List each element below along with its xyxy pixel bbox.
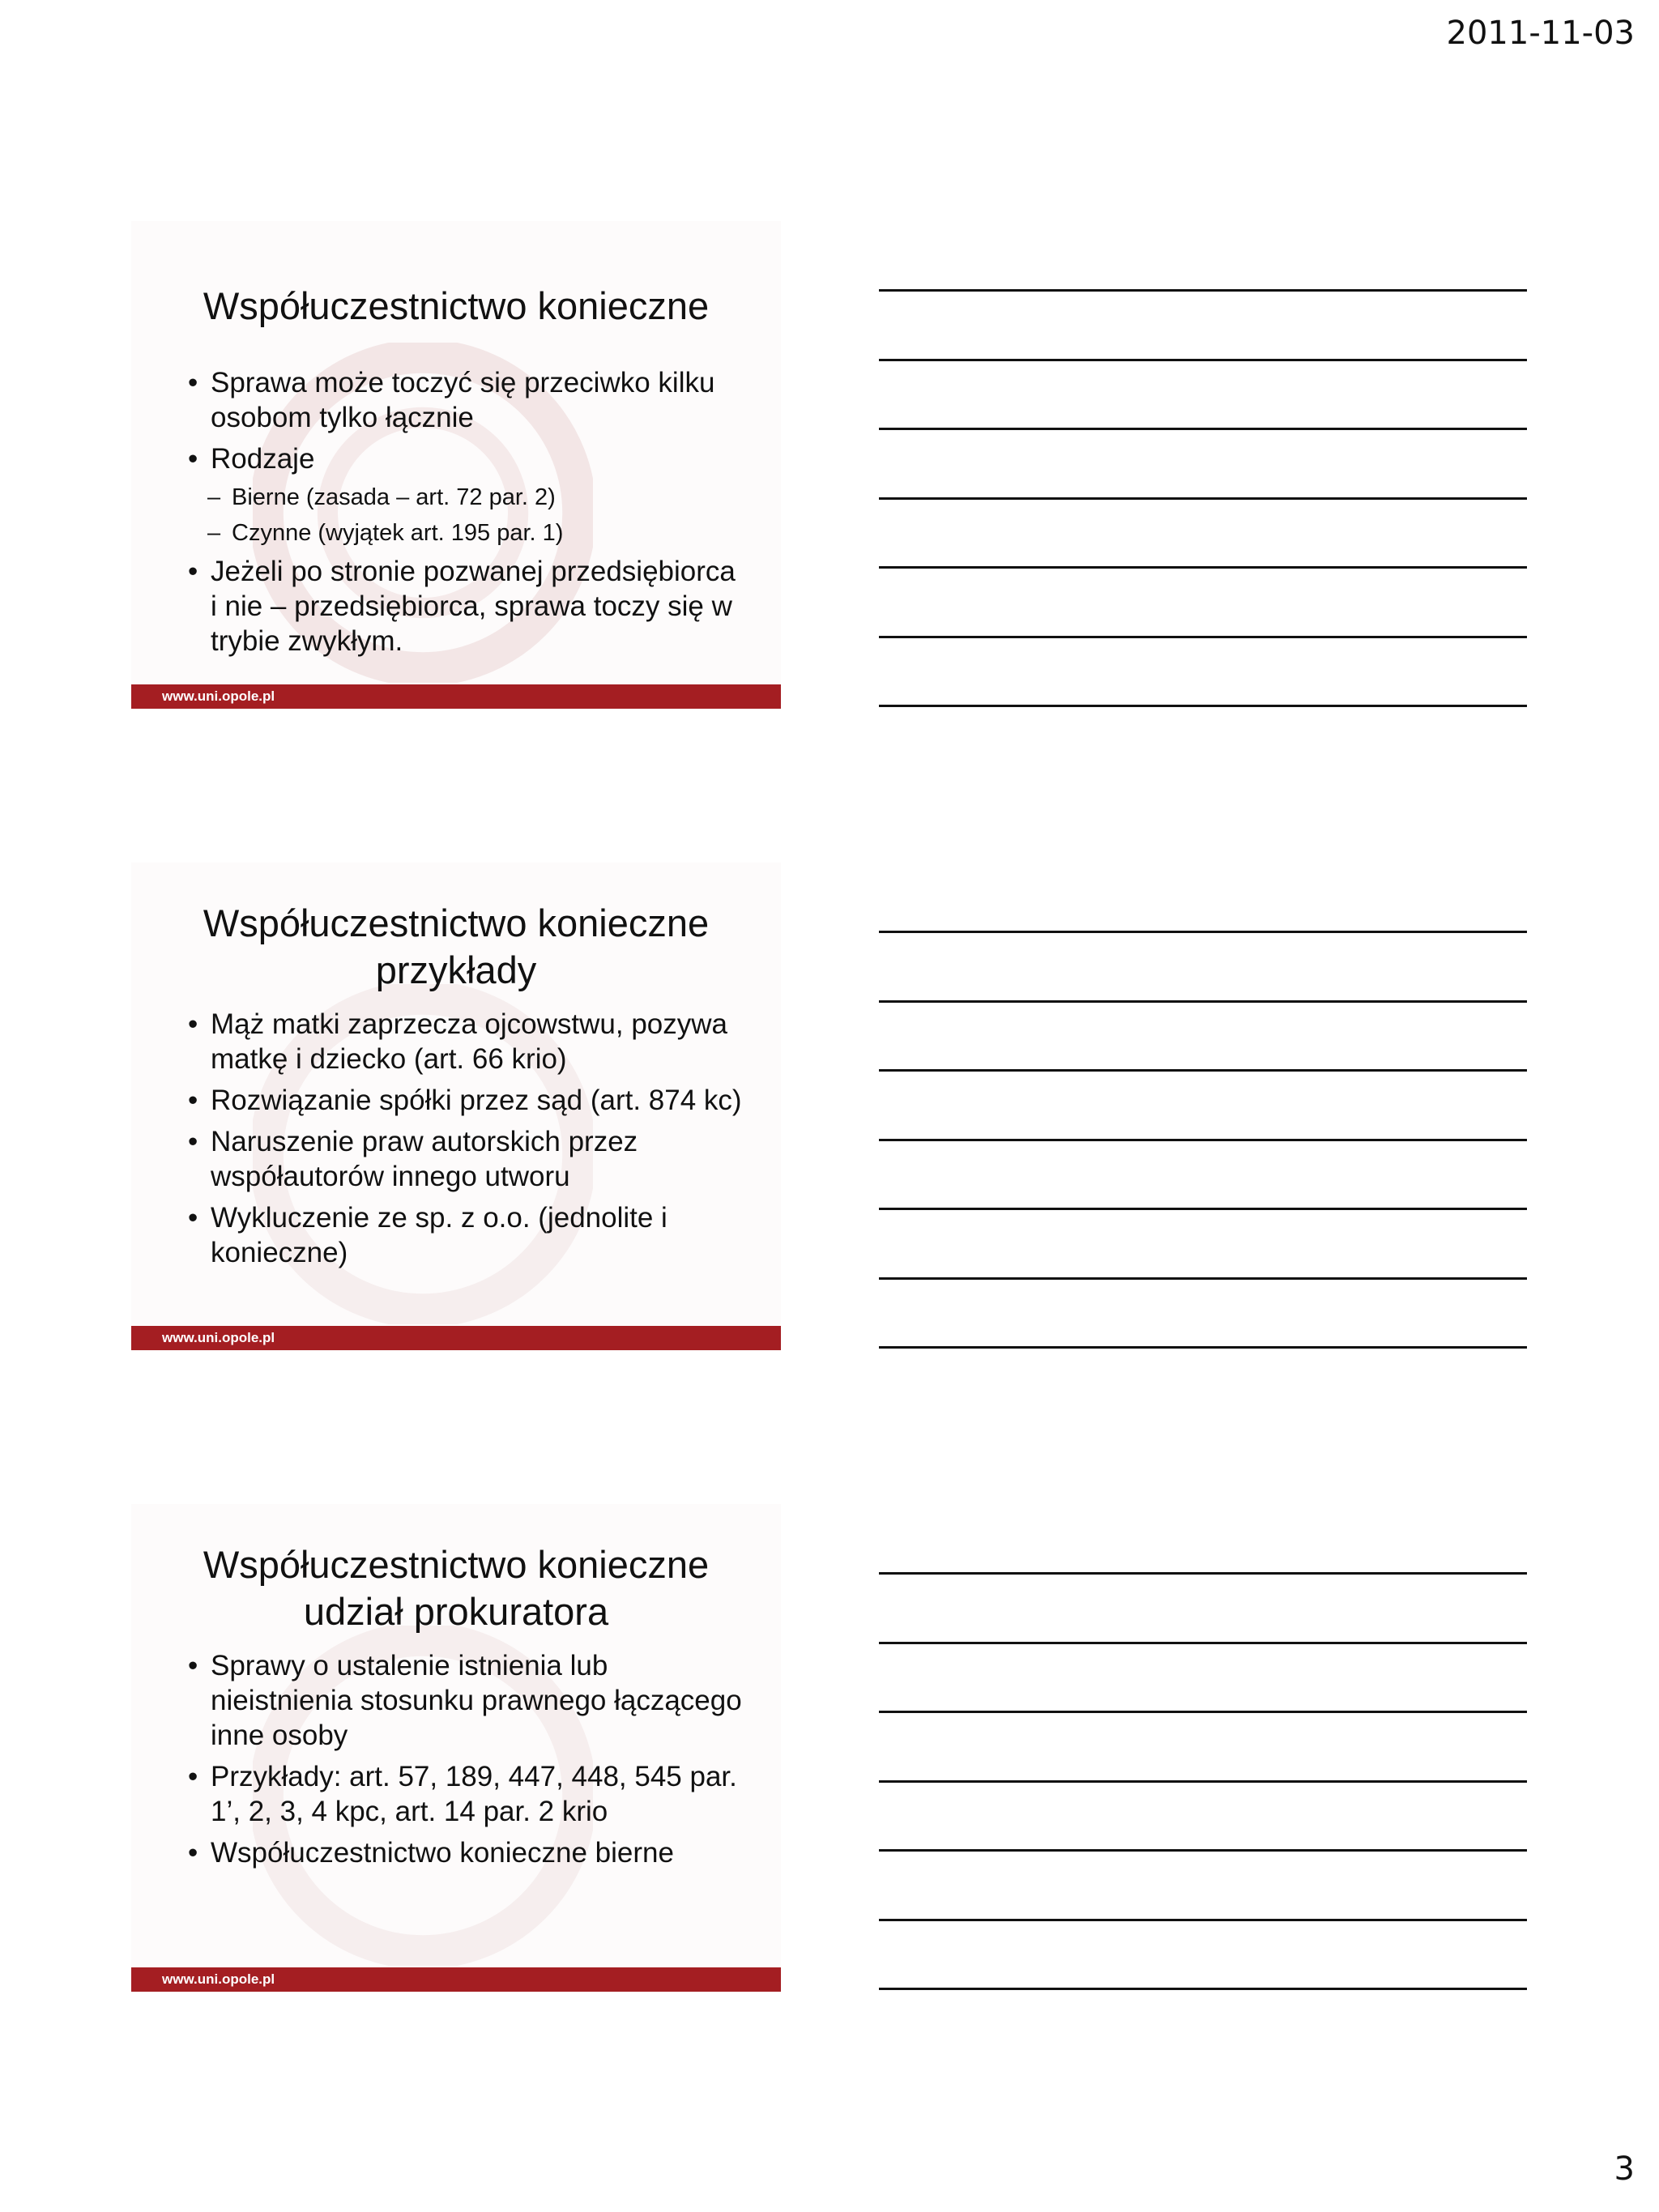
- notes-line: [879, 1346, 1527, 1349]
- page-number: 3: [1614, 2150, 1635, 2188]
- slide-title-line-1: Współuczestnictwo konieczne: [203, 284, 710, 327]
- slide-body: [188, 1007, 748, 1276]
- notes-line: [879, 1919, 1527, 1921]
- notes-line: [879, 1849, 1527, 1852]
- notes-line: [879, 566, 1527, 569]
- notes-line: [879, 1780, 1527, 1783]
- bullet-item: • Współuczestnictwo konieczne bierne: [188, 1835, 748, 1870]
- notes-line: [879, 1277, 1527, 1280]
- page-date: 2011-11-03: [1446, 15, 1635, 52]
- slide-title-line-1: Współuczestnictwo konieczne: [203, 1543, 710, 1586]
- notes-line: [879, 359, 1527, 361]
- notes-line: [879, 1139, 1527, 1141]
- slide-title-line-2: udział prokuratora: [303, 1590, 609, 1633]
- notes-line: [879, 931, 1527, 933]
- bullet-item: • Naruszenie praw autorskich przez współautorów innego utworu: [188, 1124, 748, 1194]
- notes-line: [879, 1988, 1527, 1990]
- bullet-item: • Rodzaje: [188, 441, 748, 476]
- slide-body: [188, 365, 748, 665]
- slide-2: [131, 863, 781, 1350]
- notes-line: [879, 1711, 1527, 1713]
- notes-line: [879, 1642, 1527, 1644]
- bullet-item: • Sprawa może toczyć się przeciwko kilku osobom tylko łącznie: [188, 365, 748, 435]
- bullet-item: • Rozwiązanie spółki przez sąd (art. 874 kc): [188, 1083, 748, 1118]
- slide-title: [131, 283, 781, 330]
- notes-line: [879, 1069, 1527, 1072]
- bullet-item: • Mąż matki zaprzecza ojcowstwu, pozywa matkę i dziecko (art. 66 krio): [188, 1007, 748, 1076]
- footer-bar: www.uni.opole.pl: [131, 1326, 781, 1350]
- notes-line: [879, 428, 1527, 430]
- slide-body: [188, 1648, 748, 1877]
- slide-title: [131, 900, 781, 994]
- notes-line: [879, 1000, 1527, 1003]
- slide-title: [131, 1541, 781, 1635]
- sub-bullet-item: – Czynne (wyjątek art. 195 par. 1): [188, 518, 748, 548]
- sub-bullet-item: – Bierne (zasada – art. 72 par. 2): [188, 483, 748, 512]
- slide-3: [131, 1504, 781, 1992]
- bullet-item: • Jeżeli po stronie pozwanej przedsiębiorca i nie – przedsiębiorca, sprawa toczy się w trybie zwykłym.: [188, 554, 748, 658]
- notes-line: [879, 497, 1527, 500]
- footer-bar: www.uni.opole.pl: [131, 684, 781, 709]
- bullet-item: • Wykluczenie ze sp. z o.o. (jednolite i konieczne): [188, 1200, 748, 1270]
- bullet-item: • Sprawy o ustalenie istnienia lub nieistnienia stosunku prawnego łączącego inne osoby: [188, 1648, 748, 1753]
- notes-line: [879, 705, 1527, 707]
- notes-line: [879, 1572, 1527, 1575]
- slide-title-line-1: Współuczestnictwo konieczne: [203, 901, 710, 944]
- slide-title-line-2: przykłady: [375, 948, 537, 991]
- slide-1: [131, 221, 781, 709]
- notes-line: [879, 636, 1527, 638]
- notes-line: [879, 289, 1527, 292]
- notes-line: [879, 1208, 1527, 1210]
- bullet-item: • Przykłady: art. 57, 189, 447, 448, 545 par. 1’, 2, 3, 4 kpc, art. 14 par. 2 krio: [188, 1759, 748, 1829]
- footer-bar: www.uni.opole.pl: [131, 1967, 781, 1992]
